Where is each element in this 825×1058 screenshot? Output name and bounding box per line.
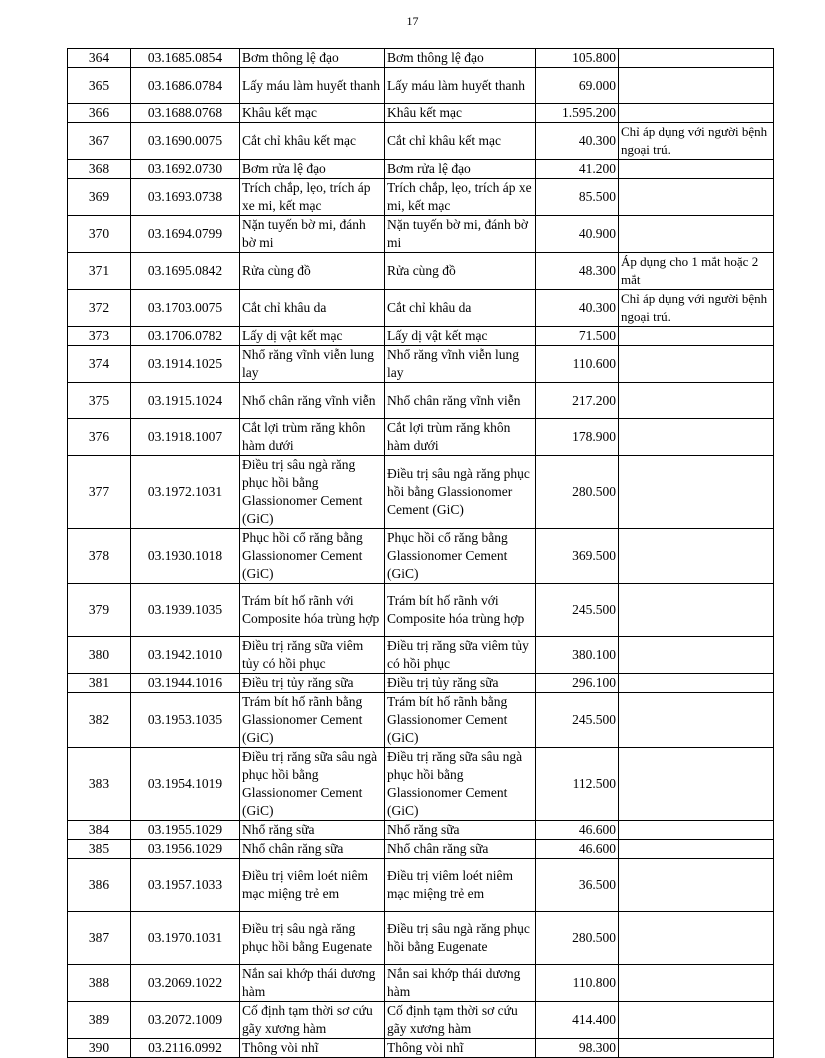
- table-row: [68, 216, 774, 253]
- table-row: [68, 859, 774, 912]
- stt-cell: 372: [68, 290, 131, 327]
- table-row: [68, 179, 774, 216]
- table-row: [68, 383, 774, 419]
- table-row: [68, 1002, 774, 1039]
- stt-cell: 375: [68, 383, 131, 419]
- name-cell: Nặn tuyến bờ mi, đánh bờ mi: [240, 216, 385, 253]
- name-cell: Cắt lợi trùm răng khôn hàm dưới: [240, 419, 385, 456]
- service-name-cell: Nhổ chân răng vĩnh viễn: [385, 383, 536, 419]
- stt-cell: 371: [68, 253, 131, 290]
- note-cell: [619, 674, 774, 693]
- service-name-cell: Cố định tạm thời sơ cứu gãy xương hàm: [385, 1002, 536, 1039]
- note-cell: [619, 49, 774, 68]
- table-row: [68, 104, 774, 123]
- name-cell: Nhổ răng vĩnh viễn lung lay: [240, 346, 385, 383]
- stt-cell: 373: [68, 327, 131, 346]
- table-row: [68, 49, 774, 68]
- code-cell: 03.2116.0992: [131, 1039, 240, 1058]
- service-name-cell: Nhổ răng vĩnh viễn lung lay: [385, 346, 536, 383]
- price-cell: 46.600: [536, 821, 619, 840]
- table-row: [68, 821, 774, 840]
- service-name-cell: Phục hồi cổ răng bằng Glassionomer Cement (GiC): [385, 529, 536, 584]
- name-cell: Lấy dị vật kết mạc: [240, 327, 385, 346]
- note-cell: [619, 160, 774, 179]
- stt-cell: 390: [68, 1039, 131, 1058]
- service-name-cell: Lấy máu làm huyết thanh: [385, 68, 536, 104]
- table-row: [68, 419, 774, 456]
- service-name-cell: Cắt chỉ khâu kết mạc: [385, 123, 536, 160]
- stt-cell: 376: [68, 419, 131, 456]
- note-cell: [619, 637, 774, 674]
- name-cell: Trích chắp, lẹo, trích áp xe mi, kết mạc: [240, 179, 385, 216]
- name-cell: Trám bít hố rãnh với Composite hóa trùng hợp: [240, 584, 385, 637]
- note-cell: [619, 1002, 774, 1039]
- table-row: [68, 912, 774, 965]
- name-cell: Nhổ chân răng sữa: [240, 840, 385, 859]
- price-cell: 40.300: [536, 123, 619, 160]
- price-cell: 296.100: [536, 674, 619, 693]
- name-cell: Điều trị răng sữa sâu ngà phục hồi bằng Glassionomer Cement (GiC): [240, 748, 385, 821]
- code-cell: 03.1953.1035: [131, 693, 240, 748]
- code-cell: 03.1915.1024: [131, 383, 240, 419]
- price-cell: 110.800: [536, 965, 619, 1002]
- stt-cell: 370: [68, 216, 131, 253]
- table-row: [68, 456, 774, 529]
- note-cell: [619, 179, 774, 216]
- code-cell: 03.2069.1022: [131, 965, 240, 1002]
- name-cell: Bơm rửa lệ đạo: [240, 160, 385, 179]
- price-cell: 110.600: [536, 346, 619, 383]
- code-cell: 03.1914.1025: [131, 346, 240, 383]
- stt-cell: 365: [68, 68, 131, 104]
- price-cell: 41.200: [536, 160, 619, 179]
- code-cell: 03.1956.1029: [131, 840, 240, 859]
- note-cell: [619, 693, 774, 748]
- stt-cell: 385: [68, 840, 131, 859]
- code-cell: 03.1690.0075: [131, 123, 240, 160]
- code-cell: 03.1703.0075: [131, 290, 240, 327]
- name-cell: Khâu kết mạc: [240, 104, 385, 123]
- price-cell: 414.400: [536, 1002, 619, 1039]
- name-cell: Nắn sai khớp thái dương hàm: [240, 965, 385, 1002]
- table-row: [68, 584, 774, 637]
- table-row: [68, 1039, 774, 1058]
- name-cell: Lấy máu làm huyết thanh: [240, 68, 385, 104]
- price-cell: 245.500: [536, 584, 619, 637]
- name-cell: Rửa cùng đồ: [240, 253, 385, 290]
- code-cell: 03.1686.0784: [131, 68, 240, 104]
- code-cell: 03.1695.0842: [131, 253, 240, 290]
- service-name-cell: Điều trị răng sữa sâu ngà phục hồi bằng Glassionomer Cement (GiC): [385, 748, 536, 821]
- price-cell: 112.500: [536, 748, 619, 821]
- table-row: [68, 160, 774, 179]
- price-cell: 380.100: [536, 637, 619, 674]
- stt-cell: 369: [68, 179, 131, 216]
- code-cell: 03.1693.0738: [131, 179, 240, 216]
- note-cell: [619, 529, 774, 584]
- note-cell: Áp dụng cho 1 mắt hoặc 2 mắt: [619, 253, 774, 290]
- service-name-cell: Bơm rửa lệ đạo: [385, 160, 536, 179]
- service-name-cell: Nhổ chân răng sữa: [385, 840, 536, 859]
- note-cell: [619, 383, 774, 419]
- price-cell: 280.500: [536, 456, 619, 529]
- price-cell: 40.300: [536, 290, 619, 327]
- name-cell: Điều trị viêm loét niêm mạc miệng trẻ em: [240, 859, 385, 912]
- stt-cell: 367: [68, 123, 131, 160]
- service-name-cell: Cắt lợi trùm răng khôn hàm dưới: [385, 419, 536, 456]
- stt-cell: 368: [68, 160, 131, 179]
- note-cell: [619, 216, 774, 253]
- note-cell: [619, 456, 774, 529]
- note-cell: Chỉ áp dụng với người bệnh ngoại trú.: [619, 290, 774, 327]
- price-cell: 40.900: [536, 216, 619, 253]
- price-cell: 71.500: [536, 327, 619, 346]
- price-cell: 85.500: [536, 179, 619, 216]
- note-cell: [619, 104, 774, 123]
- note-cell: [619, 912, 774, 965]
- service-name-cell: Bơm thông lệ đạo: [385, 49, 536, 68]
- note-cell: [619, 840, 774, 859]
- code-cell: 03.1918.1007: [131, 419, 240, 456]
- stt-cell: 378: [68, 529, 131, 584]
- code-cell: 03.1957.1033: [131, 859, 240, 912]
- table-row: [68, 674, 774, 693]
- name-cell: Điều trị sâu ngà răng phục hồi bằng Eugenate: [240, 912, 385, 965]
- stt-cell: 364: [68, 49, 131, 68]
- code-cell: 03.1692.0730: [131, 160, 240, 179]
- note-cell: [619, 68, 774, 104]
- price-table: [67, 48, 774, 1058]
- note-cell: [619, 327, 774, 346]
- table-row: [68, 123, 774, 160]
- code-cell: 03.1685.0854: [131, 49, 240, 68]
- code-cell: 03.1954.1019: [131, 748, 240, 821]
- table-row: [68, 965, 774, 1002]
- name-cell: Cắt chỉ khâu kết mạc: [240, 123, 385, 160]
- page-number: 17: [406, 14, 419, 28]
- name-cell: Điều trị sâu ngà răng phục hồi bằng Glassionomer Cement (GiC): [240, 456, 385, 529]
- note-cell: [619, 748, 774, 821]
- price-cell: 217.200: [536, 383, 619, 419]
- code-cell: 03.1944.1016: [131, 674, 240, 693]
- table-row: [68, 840, 774, 859]
- note-cell: Chỉ áp dụng với người bệnh ngoại trú.: [619, 123, 774, 160]
- service-name-cell: Nhổ răng sữa: [385, 821, 536, 840]
- name-cell: Điều trị răng sữa viêm tủy có hồi phục: [240, 637, 385, 674]
- table-row: [68, 253, 774, 290]
- code-cell: 03.2072.1009: [131, 1002, 240, 1039]
- service-name-cell: Rửa cùng đồ: [385, 253, 536, 290]
- name-cell: Nhổ răng sữa: [240, 821, 385, 840]
- service-name-cell: Nắn sai khớp thái dương hàm: [385, 965, 536, 1002]
- price-cell: 105.800: [536, 49, 619, 68]
- price-cell: 98.300: [536, 1039, 619, 1058]
- name-cell: Cắt chỉ khâu da: [240, 290, 385, 327]
- stt-cell: 388: [68, 965, 131, 1002]
- stt-cell: 386: [68, 859, 131, 912]
- price-cell: 48.300: [536, 253, 619, 290]
- name-cell: Nhổ chân răng vĩnh viễn: [240, 383, 385, 419]
- stt-cell: 382: [68, 693, 131, 748]
- note-cell: [619, 859, 774, 912]
- table-row: [68, 529, 774, 584]
- name-cell: Phục hồi cổ răng bằng Glassionomer Cement (GiC): [240, 529, 385, 584]
- note-cell: [619, 584, 774, 637]
- service-name-cell: Điều trị sâu ngà răng phục hồi bằng Eugenate: [385, 912, 536, 965]
- stt-cell: 380: [68, 637, 131, 674]
- price-cell: 36.500: [536, 859, 619, 912]
- service-name-cell: Trám bít hố rãnh bằng Glassionomer Cement (GiC): [385, 693, 536, 748]
- table-row: [68, 748, 774, 821]
- service-name-cell: Trám bít hố rãnh với Composite hóa trùng hợp: [385, 584, 536, 637]
- name-cell: Trám bít hố rãnh bằng Glassionomer Cement (GiC): [240, 693, 385, 748]
- table-row: [68, 346, 774, 383]
- service-name-cell: Điều trị răng sữa viêm tủy có hồi phục: [385, 637, 536, 674]
- price-cell: 69.000: [536, 68, 619, 104]
- service-name-cell: Điều trị viêm loét niêm mạc miệng trẻ em: [385, 859, 536, 912]
- stt-cell: 389: [68, 1002, 131, 1039]
- name-cell: Cố định tạm thời sơ cứu gãy xương hàm: [240, 1002, 385, 1039]
- code-cell: 03.1970.1031: [131, 912, 240, 965]
- note-cell: [619, 965, 774, 1002]
- table-row: [68, 693, 774, 748]
- stt-cell: 384: [68, 821, 131, 840]
- service-name-cell: Khâu kết mạc: [385, 104, 536, 123]
- price-cell: 369.500: [536, 529, 619, 584]
- service-name-cell: Điều trị tủy răng sữa: [385, 674, 536, 693]
- stt-cell: 387: [68, 912, 131, 965]
- stt-cell: 381: [68, 674, 131, 693]
- name-cell: Bơm thông lệ đạo: [240, 49, 385, 68]
- note-cell: [619, 346, 774, 383]
- service-name-cell: Trích chắp, lẹo, trích áp xe mi, kết mạc: [385, 179, 536, 216]
- code-cell: 03.1694.0799: [131, 216, 240, 253]
- price-cell: 46.600: [536, 840, 619, 859]
- stt-cell: 379: [68, 584, 131, 637]
- code-cell: 03.1942.1010: [131, 637, 240, 674]
- service-name-cell: Nặn tuyến bờ mi, đánh bờ mi: [385, 216, 536, 253]
- service-name-cell: Cắt chỉ khâu da: [385, 290, 536, 327]
- code-cell: 03.1706.0782: [131, 327, 240, 346]
- table-body: [68, 49, 774, 1058]
- name-cell: Thông vòi nhĩ: [240, 1039, 385, 1058]
- stt-cell: 366: [68, 104, 131, 123]
- code-cell: 03.1930.1018: [131, 529, 240, 584]
- price-cell: 1.595.200: [536, 104, 619, 123]
- name-cell: Điều trị tủy răng sữa: [240, 674, 385, 693]
- table-row: [68, 327, 774, 346]
- note-cell: [619, 419, 774, 456]
- service-name-cell: Điều trị sâu ngà răng phục hồi bằng Glassionomer Cement (GiC): [385, 456, 536, 529]
- price-cell: 280.500: [536, 912, 619, 965]
- code-cell: 03.1955.1029: [131, 821, 240, 840]
- code-cell: 03.1939.1035: [131, 584, 240, 637]
- service-name-cell: Lấy dị vật kết mạc: [385, 327, 536, 346]
- note-cell: [619, 1039, 774, 1058]
- code-cell: 03.1688.0768: [131, 104, 240, 123]
- stt-cell: 374: [68, 346, 131, 383]
- code-cell: 03.1972.1031: [131, 456, 240, 529]
- service-name-cell: Thông vòi nhĩ: [385, 1039, 536, 1058]
- price-cell: 245.500: [536, 693, 619, 748]
- stt-cell: 383: [68, 748, 131, 821]
- note-cell: [619, 821, 774, 840]
- table-row: [68, 637, 774, 674]
- stt-cell: 377: [68, 456, 131, 529]
- table-row: [68, 68, 774, 104]
- price-cell: 178.900: [536, 419, 619, 456]
- table-row: [68, 290, 774, 327]
